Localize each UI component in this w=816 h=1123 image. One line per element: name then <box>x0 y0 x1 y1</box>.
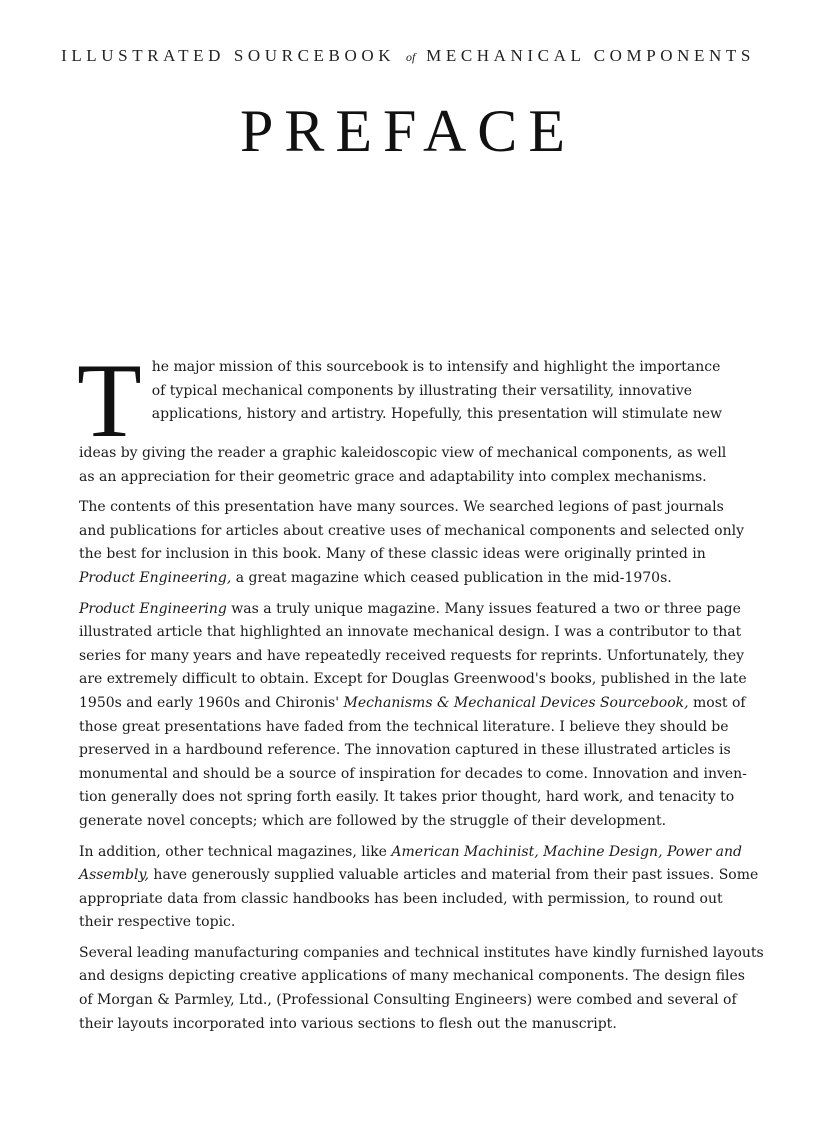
text-run: 1950s and early 1960s and Chironis' <box>79 694 344 711</box>
italic-title: Mechanisms & Mechanical Devices Sourcebook, <box>343 694 689 711</box>
page-title: PREFACE <box>240 98 576 164</box>
paragraph-line: Several leading manufacturing companies and technical institutes have kindly furnished layouts <box>79 944 764 961</box>
paragraph-line: those great presentations have faded from the technical literature. I believe they should be <box>79 718 729 735</box>
paragraph-line: monumental and should be a source of inspiration for decades to come. Innovation and inven- <box>79 765 747 782</box>
paragraph-line: are extremely difficult to obtain. Except for Douglas Greenwood's books, published in the late <box>79 671 747 688</box>
paragraph-3 <box>79 598 769 834</box>
paragraph-line: their layouts incorporated into various sections to flesh out the manuscript. <box>79 1015 617 1032</box>
paragraph-line: he major mission of this sourcebook is to intensify and highlight the importance <box>151 359 721 375</box>
paragraph-4 <box>79 841 769 935</box>
paragraph-line: their respective topic. <box>79 914 236 931</box>
text-run: a great magazine which ceased publication in the mid-1970s. <box>231 569 672 586</box>
paragraph-line: preserved in a hardbound reference. The innovation captured in these illustrated articles is <box>79 742 731 759</box>
paragraph-2 <box>79 496 769 590</box>
text-run: most of <box>688 694 746 711</box>
italic-title: Assembly, <box>79 867 149 884</box>
italic-title: Power and <box>666 843 743 860</box>
running-head-of: of <box>405 50 416 64</box>
running-head <box>0 46 816 66</box>
paragraph-1 <box>77 342 769 489</box>
text-run: have generously supplied valuable articles and material from their past issues. Some <box>148 867 759 884</box>
paragraph-line <box>79 598 769 622</box>
paragraph-line: applications, history and artistry. Hopefully, this presentation will stimulate new <box>151 406 723 423</box>
paragraph-line: the best for inclusion in this book. Many of these classic ideas were originally printed in <box>79 546 706 563</box>
italic-title: American Machinist, <box>391 843 539 860</box>
paragraph-line: of typical mechanical components by illustrating their versatility, innovative <box>151 382 693 399</box>
italic-title: Product Engineering, <box>79 569 232 586</box>
paragraph-line: generate novel concepts; which are followed by the struggle of their development. <box>79 812 667 829</box>
paragraph-5 <box>79 942 769 1036</box>
paragraph-line <box>79 841 769 865</box>
paragraph-line: series for many years and have repeatedly received requests for reprints. Unfortunately, they <box>79 647 745 664</box>
italic-title: Product Engineering <box>79 600 227 617</box>
italic-title: Machine Design, <box>543 843 663 860</box>
paragraph-line: illustrated article that highlighted an innovate mechanical design. I was a contributor to that <box>79 624 742 641</box>
paragraph-line: appropriate data from classic handbooks has been included, with permission, to round out <box>79 890 723 907</box>
paragraph-line: tion generally does not spring forth easily. It takes prior thought, hard work, and tenacity to <box>79 789 735 806</box>
paragraph-line: ideas by giving the reader a graphic kaleidoscopic view of mechanical components, as well <box>79 445 727 461</box>
running-head-part1: ILLUSTRATED SOURCEBOOK <box>61 46 396 65</box>
body-text <box>77 342 769 1043</box>
paragraph-line <box>79 864 769 888</box>
paragraph-line <box>79 692 769 716</box>
running-head-part3: MECHANICAL COMPONENTS <box>426 46 755 65</box>
paragraph-line: as an appreciation for their geometric grace and adaptability into complex mechanisms. <box>79 468 707 485</box>
text-run: was a truly unique magazine. Many issues featured a two or three page <box>226 600 741 617</box>
drop-cap: T <box>77 342 142 459</box>
paragraph-line: The contents of this presentation have many sources. We searched legions of past journals <box>79 499 724 516</box>
paragraph-line: and publications for articles about creative uses of mechanical components and selected only <box>79 522 744 539</box>
paragraph-line: and designs depicting creative applications of many mechanical components. The design files <box>79 968 745 985</box>
paragraph-line <box>79 567 769 591</box>
text-run: In addition, other technical magazines, like <box>79 843 392 860</box>
paragraph-line: of Morgan & Parmley, Ltd., (Professional Consulting Engineers) were combed and several of <box>79 992 737 1009</box>
